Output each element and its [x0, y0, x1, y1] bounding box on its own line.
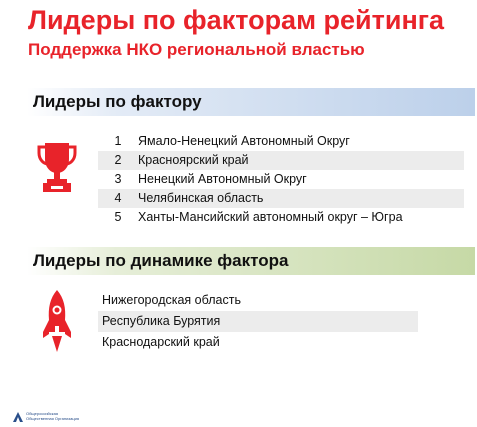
list-item: Краснодарский край: [102, 335, 220, 349]
rank-number: 5: [114, 210, 122, 224]
rank-number: 4: [114, 191, 122, 205]
organization-logo-icon: [12, 411, 24, 423]
region-name: Челябинская область: [138, 191, 264, 205]
leaders-list: [98, 132, 464, 227]
list-item: [98, 208, 464, 227]
list-item: [98, 170, 464, 189]
list-item: [98, 151, 464, 170]
dynamics-section-heading: Лидеры по динамике фактора: [27, 247, 475, 275]
rank-number: 3: [114, 172, 122, 186]
logo-text: Общероссийская Общественная Организация: [26, 411, 80, 421]
region-name: Ханты-Мансийский автономный округ – Югра: [138, 210, 403, 224]
list-item: [98, 132, 464, 151]
rank-number: 2: [114, 153, 122, 167]
list-item: Нижегородская область: [102, 293, 241, 307]
region-name: Ненецкий Автономный Округ: [138, 172, 307, 186]
page-subtitle: Поддержка НКО региональной властью: [28, 40, 365, 59]
trophy-icon: [36, 141, 78, 193]
leaders-section-heading: Лидеры по фактору: [27, 88, 475, 116]
list-item: Республика Бурятия: [98, 311, 418, 332]
page-title: Лидеры по факторам рейтинга: [28, 5, 445, 35]
list-item: [98, 189, 464, 208]
rocket-icon: [42, 288, 72, 354]
rank-number: 1: [114, 134, 122, 148]
region-name: Красноярский край: [138, 153, 249, 167]
region-name: Ямало-Ненецкий Автономный Округ: [138, 134, 350, 148]
dynamics-list: [98, 290, 418, 353]
